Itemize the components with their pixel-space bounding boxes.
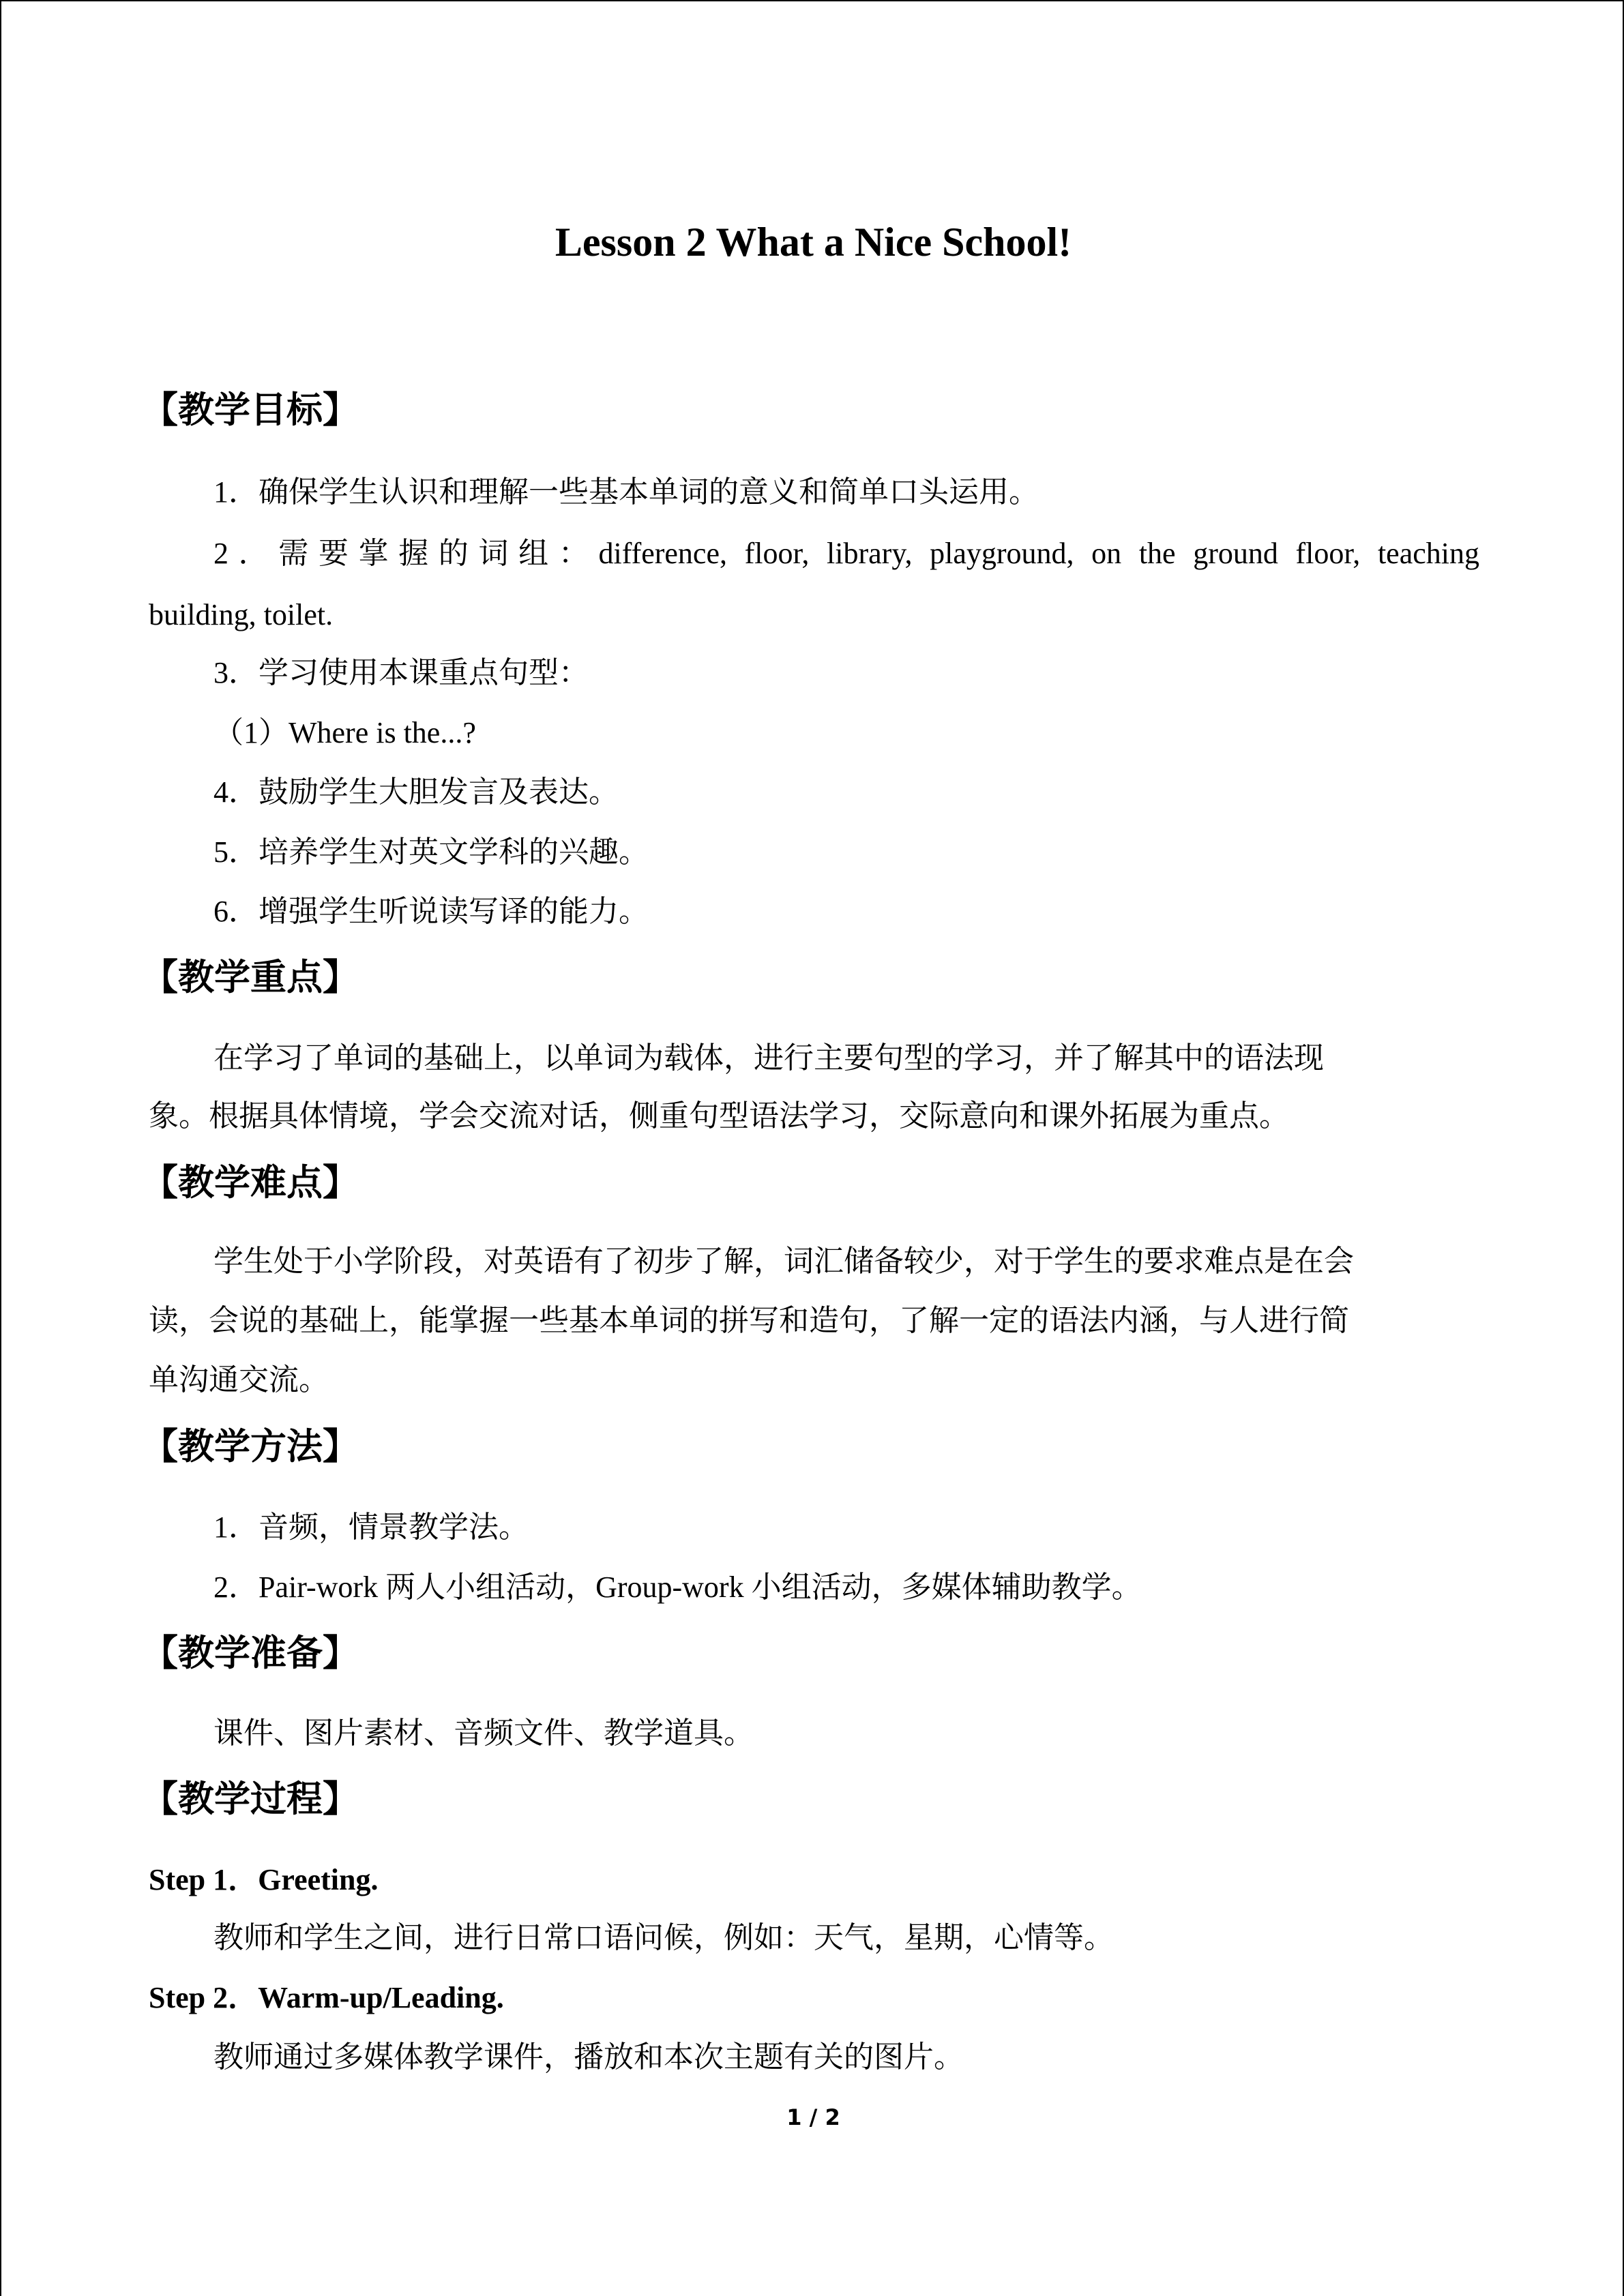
objective-item: 2．需要掌握的词组：difference, floor, library, playground, on the ground floor, teaching xyxy=(213,537,1479,570)
objective-item: 5．培养学生对英文学科的兴趣。 xyxy=(213,835,649,869)
difficulties-text: 学生处于小学阶段，对英语有了初步了解，词汇储备较少，对于学生的要求难点是在会 xyxy=(213,1244,1354,1278)
step-heading: Step 2．Warm-up/Leading. xyxy=(149,1981,504,2014)
section-heading-methods: 【教学方法】 xyxy=(142,1426,359,1467)
section-heading-process: 【教学过程】 xyxy=(142,1778,359,1820)
objective-sub-item: （1）Where is the...? xyxy=(213,716,476,749)
objective-item: 4．鼓励学生大胆发言及表达。 xyxy=(213,775,619,809)
section-heading-objectives: 【教学目标】 xyxy=(142,389,359,431)
section-heading-preparation: 【教学准备】 xyxy=(142,1632,359,1674)
objective-item: 6．增强学生听说读写译的能力。 xyxy=(213,895,649,928)
difficulties-text: 读，会说的基础上，能掌握一些基本单词的拼写和造句，了解一定的语法内涵，与人进行简 xyxy=(149,1304,1349,1337)
key-points-text: 在学习了单词的基础上，以单词为载体，进行主要句型的学习，并了解其中的语法现 xyxy=(213,1041,1324,1075)
step-heading: Step 1．Greeting. xyxy=(149,1863,379,1896)
preparation-text: 课件、图片素材、音频文件、教学道具。 xyxy=(213,1716,754,1750)
objective-item: 3．学习使用本课重点句型： xyxy=(213,656,589,689)
section-heading-key-points: 【教学重点】 xyxy=(142,957,359,998)
objective-item-continuation: building, toilet. xyxy=(149,598,334,631)
document-title: Lesson 2 What a Nice School! xyxy=(555,220,1072,265)
step-text: 教师和学生之间，进行日常口语问候，例如：天气，星期，心情等。 xyxy=(213,1921,1114,1954)
step-text: 教师通过多媒体教学课件，播放和本次主题有关的图片。 xyxy=(213,2040,964,2074)
method-item: 2．Pair-work 两人小组活动，Group-work 小组活动，多媒体辅助教学。 xyxy=(213,1570,1142,1604)
section-heading-difficulties: 【教学难点】 xyxy=(142,1162,359,1204)
method-item: 1．音频，情景教学法。 xyxy=(213,1510,529,1544)
objective-item: 1．确保学生认识和理解一些基本单词的意义和简单口头运用。 xyxy=(213,475,1039,509)
page-number: 1 / 2 xyxy=(786,2104,840,2130)
key-points-text: 象。根据具体情境，学会交流对话，侧重句型语法学习，交际意向和课外拓展为重点。 xyxy=(149,1099,1289,1133)
difficulties-text: 单沟通交流。 xyxy=(149,1363,329,1397)
